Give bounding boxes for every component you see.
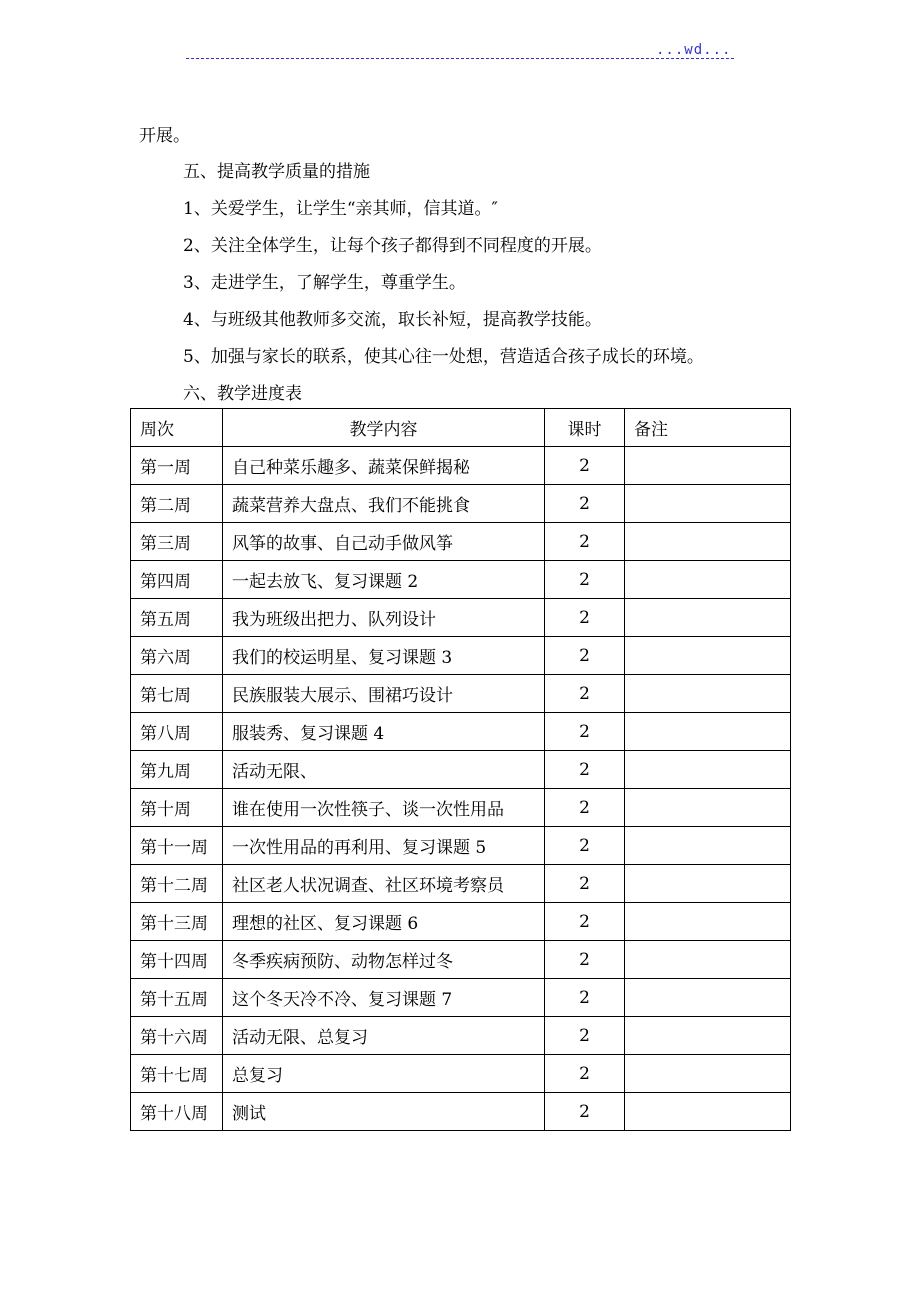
section6-title: 六、教学进度表 [183, 384, 302, 404]
table-row [131, 447, 791, 485]
table-row [131, 1017, 791, 1055]
note-cell [625, 485, 791, 523]
note-cell [625, 751, 791, 789]
content-cell: 我们的校运明星、复习课题 3 [223, 637, 545, 675]
week-cell: 第十七周 [131, 1055, 223, 1093]
hours-cell: 2 [545, 637, 625, 675]
week-cell: 第十八周 [131, 1093, 223, 1131]
table-row [131, 979, 791, 1017]
hours-cell: 2 [545, 751, 625, 789]
note-cell [625, 1017, 791, 1055]
table-row [131, 827, 791, 865]
hours-cell: 2 [545, 1093, 625, 1131]
note-cell [625, 599, 791, 637]
hours-cell: 2 [545, 827, 625, 865]
note-cell [625, 941, 791, 979]
table-row [131, 941, 791, 979]
table-row [131, 903, 791, 941]
table-header-row [131, 409, 791, 447]
note-cell [625, 827, 791, 865]
content-cell: 风筝的故事、自己动手做风筝 [223, 523, 545, 561]
content-cell: 我为班级出把力、队列设计 [223, 599, 545, 637]
header-notes: 备注 [625, 409, 791, 447]
content-cell: 测试 [223, 1093, 545, 1131]
table-row [131, 865, 791, 903]
content-cell: 活动无限、总复习 [223, 1017, 545, 1055]
content-cell: 活动无限、 [223, 751, 545, 789]
hours-cell: 2 [545, 447, 625, 485]
week-cell: 第四周 [131, 561, 223, 599]
content-cell: 总复习 [223, 1055, 545, 1093]
table-row [131, 523, 791, 561]
header-mark: ...wd... [656, 42, 732, 58]
table-row [131, 561, 791, 599]
week-cell: 第二周 [131, 485, 223, 523]
week-cell: 第七周 [131, 675, 223, 713]
hours-cell: 2 [545, 599, 625, 637]
week-cell: 第十一周 [131, 827, 223, 865]
week-cell: 第十四周 [131, 941, 223, 979]
note-cell [625, 447, 791, 485]
week-cell: 第六周 [131, 637, 223, 675]
table-row [131, 675, 791, 713]
teaching-schedule-table [130, 408, 791, 1131]
header-week: 周次 [131, 409, 223, 447]
measure-item: 3、走进学生，了解学生，尊重学生。 [183, 273, 466, 293]
note-cell [625, 1055, 791, 1093]
measure-item: 4、与班级其他教师多交流，取长补短，提高教学技能。 [183, 310, 602, 330]
hours-cell: 2 [545, 903, 625, 941]
hours-cell: 2 [545, 713, 625, 751]
section5-title: 五、提高教学质量的措施 [183, 162, 370, 182]
content-cell: 这个冬天冷不冷、复习课题 7 [223, 979, 545, 1017]
content-cell: 蔬菜营养大盘点、我们不能挑食 [223, 485, 545, 523]
hours-cell: 2 [545, 675, 625, 713]
measure-item: 1、关爱学生，让学生“亲其师，信其道。″ [183, 199, 498, 219]
header-hours: 课时 [545, 409, 625, 447]
hours-cell: 2 [545, 485, 625, 523]
content-cell: 理想的社区、复习课题 6 [223, 903, 545, 941]
hours-cell: 2 [545, 979, 625, 1017]
note-cell [625, 675, 791, 713]
content-cell: 民族服装大展示、围裙巧设计 [223, 675, 545, 713]
continuation-text: 开展。 [139, 126, 190, 146]
content-cell: 谁在使用一次性筷子、谈一次性用品 [223, 789, 545, 827]
table-row [131, 1055, 791, 1093]
note-cell [625, 1093, 791, 1131]
week-cell: 第一周 [131, 447, 223, 485]
note-cell [625, 523, 791, 561]
note-cell [625, 789, 791, 827]
note-cell [625, 561, 791, 599]
week-cell: 第八周 [131, 713, 223, 751]
week-cell: 第三周 [131, 523, 223, 561]
table-row [131, 713, 791, 751]
measure-item: 5、加强与家长的联系，使其心往一处想，营造适合孩子成长的环境。 [183, 347, 704, 367]
note-cell [625, 903, 791, 941]
content-cell: 自己种菜乐趣多、蔬菜保鲜揭秘 [223, 447, 545, 485]
week-cell: 第十二周 [131, 865, 223, 903]
hours-cell: 2 [545, 523, 625, 561]
table-row [131, 1093, 791, 1131]
week-cell: 第九周 [131, 751, 223, 789]
content-cell: 服装秀、复习课题 4 [223, 713, 545, 751]
table-row [131, 637, 791, 675]
header-dashed-rule [186, 58, 734, 59]
hours-cell: 2 [545, 1017, 625, 1055]
content-cell: 冬季疾病预防、动物怎样过冬 [223, 941, 545, 979]
hours-cell: 2 [545, 1055, 625, 1093]
note-cell [625, 713, 791, 751]
table-row [131, 751, 791, 789]
table-row [131, 485, 791, 523]
content-cell: 一次性用品的再利用、复习课题 5 [223, 827, 545, 865]
table-row [131, 599, 791, 637]
week-cell: 第十六周 [131, 1017, 223, 1055]
week-cell: 第十周 [131, 789, 223, 827]
week-cell: 第五周 [131, 599, 223, 637]
content-cell: 社区老人状况调查、社区环境考察员 [223, 865, 545, 903]
hours-cell: 2 [545, 561, 625, 599]
measure-item: 2、关注全体学生，让每个孩子都得到不同程度的开展。 [183, 236, 602, 256]
hours-cell: 2 [545, 789, 625, 827]
table-body [131, 447, 791, 1131]
hours-cell: 2 [545, 941, 625, 979]
table-row [131, 789, 791, 827]
content-cell: 一起去放飞、复习课题 2 [223, 561, 545, 599]
week-cell: 第十三周 [131, 903, 223, 941]
header-content: 教学内容 [223, 409, 545, 447]
note-cell [625, 637, 791, 675]
week-cell: 第十五周 [131, 979, 223, 1017]
hours-cell: 2 [545, 865, 625, 903]
note-cell [625, 979, 791, 1017]
note-cell [625, 865, 791, 903]
